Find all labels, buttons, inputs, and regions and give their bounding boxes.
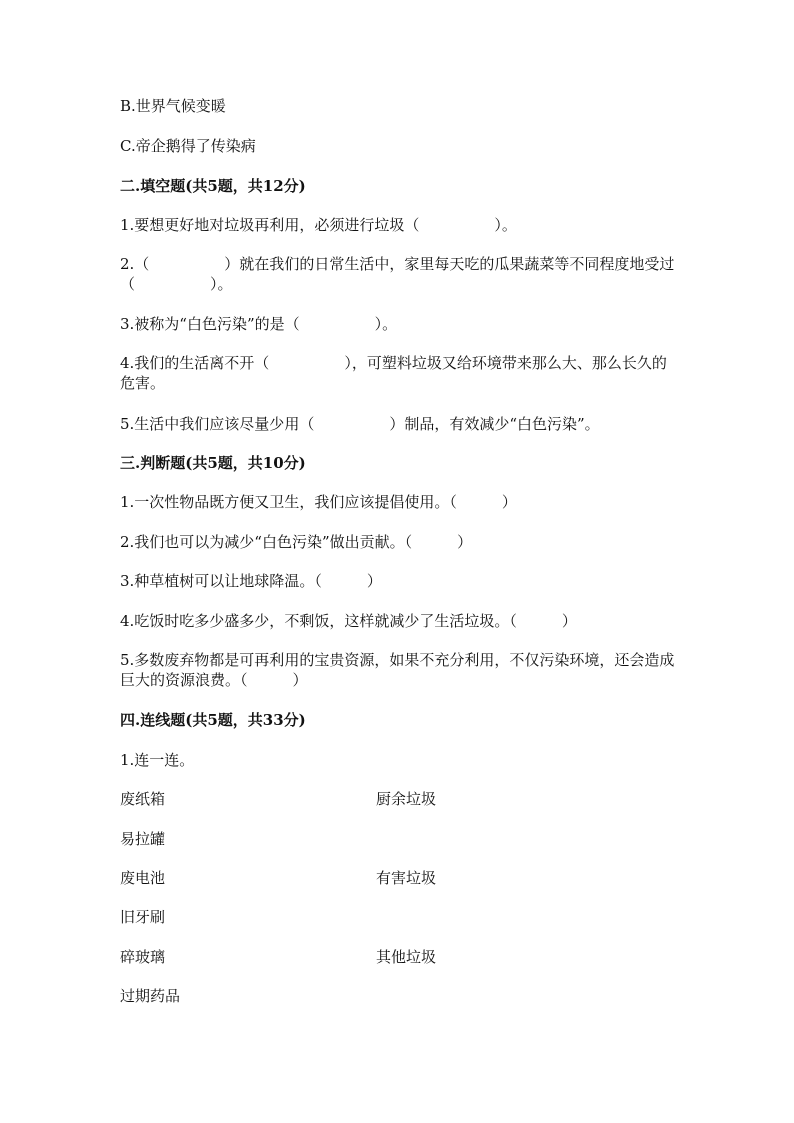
match-right-item: 有害垃圾 xyxy=(376,869,437,887)
judge-question-1: 1.一次性物品既方便又卫生，我们应该提倡使用。（ ） xyxy=(120,493,517,511)
judge-question-4: 4.吃饭时吃多少盛多少，不剩饭，这样就减少了生活垃圾。（ ） xyxy=(120,612,577,630)
fill-question-5: 5.生活中我们应该尽量少用（ ）制品，有效减少“白色污染”。 xyxy=(120,415,600,433)
option-b: B.世界气候变暖 xyxy=(120,97,226,115)
match-question-1: 1.连一连。 xyxy=(120,751,195,769)
match-right-item: 厨余垃圾 xyxy=(376,790,437,808)
option-c: C.帝企鹅得了传染病 xyxy=(120,137,256,155)
match-left-item: 旧牙刷 xyxy=(120,908,166,926)
match-left-item: 易拉罐 xyxy=(120,830,166,848)
fill-question-4: 4.我们的生活离不开（ ），可塑料垃圾又给环境带来那么大、那么长久的危害。 xyxy=(120,354,667,392)
match-left-item: 废纸箱 xyxy=(120,790,166,808)
section-2-heading: 二.填空题(共5题，共12分) xyxy=(120,177,306,195)
fill-question-2: 2.（ ）就在我们的日常生活中，家里每天吃的瓜果蔬菜等不同程度地受过（ ）。 xyxy=(120,255,675,293)
match-left-item: 废电池 xyxy=(120,869,166,887)
match-left-item: 碎玻璃 xyxy=(120,948,166,966)
fill-question-3: 3.被称为“白色污染”的是（ ）。 xyxy=(120,315,398,333)
section-4-heading: 四.连线题(共5题，共33分) xyxy=(120,711,306,729)
fill-question-1: 1.要想更好地对垃圾再利用，必须进行垃圾（ ）。 xyxy=(120,216,517,234)
section-3-heading: 三.判断题(共5题，共10分) xyxy=(120,454,306,472)
judge-question-5: 5.多数废弃物都是可再利用的宝贵资源，如果不充分利用，不仅污染环境，还会造成巨大的资源浪费。（ ） xyxy=(120,651,675,689)
judge-question-2: 2.我们也可以为减少“白色污染”做出贡献。（ ） xyxy=(120,533,473,551)
judge-question-3: 3.种草植树可以让地球降温。（ ） xyxy=(120,572,382,590)
match-right-item: 其他垃圾 xyxy=(376,948,437,966)
match-left-item: 过期药品 xyxy=(120,987,181,1005)
